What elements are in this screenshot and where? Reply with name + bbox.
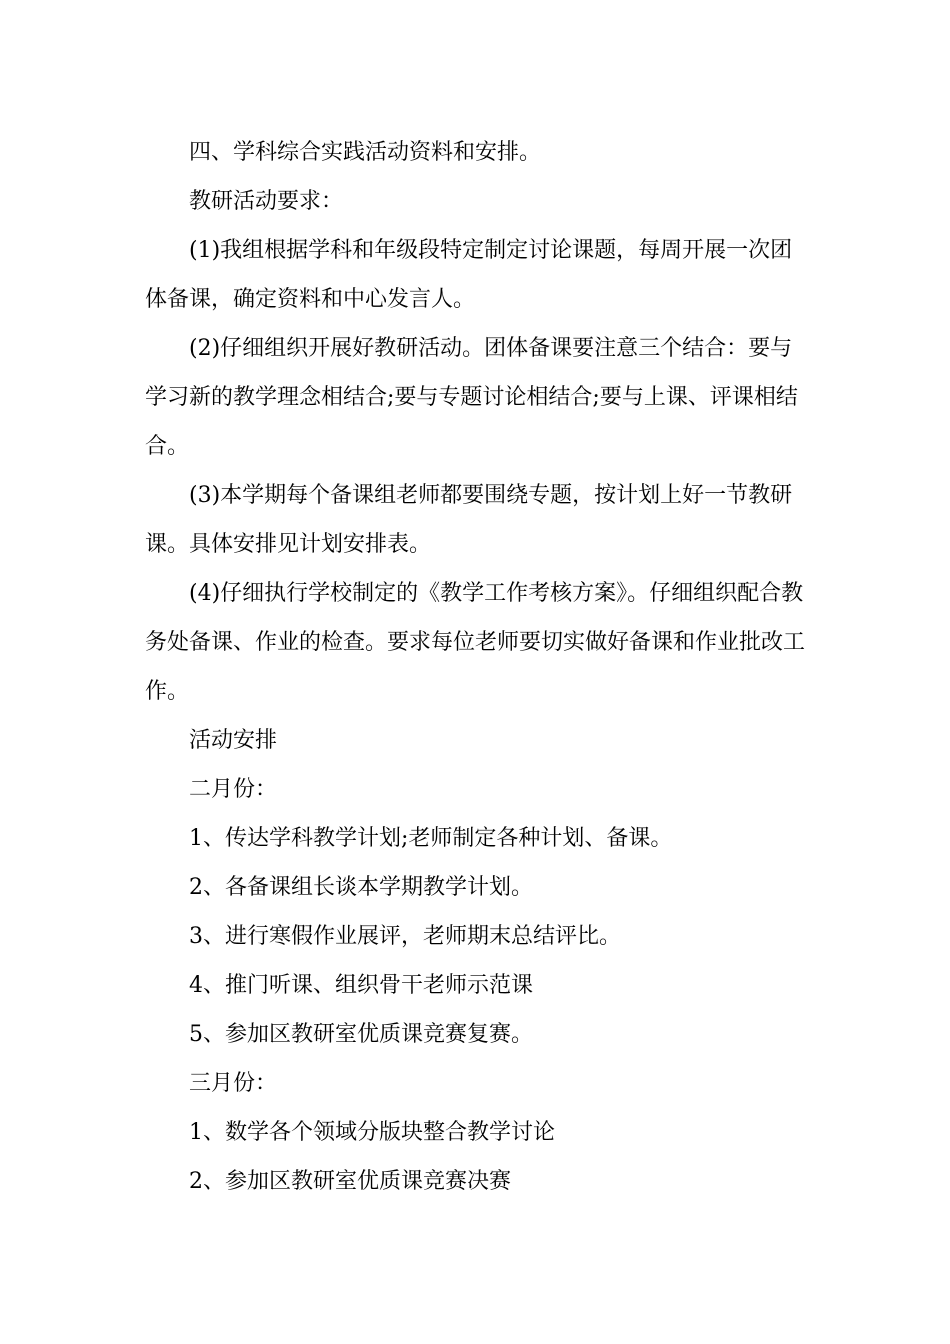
requirement-3: (3)本学期每个备课组老师都要围绕专题，按计划上好一节教研课。具体安排见计划安排表。 bbox=[145, 483, 793, 557]
subheading-schedule: 活动安排 bbox=[189, 728, 278, 753]
list-item: 1、传达学科教学计划;老师制定各种计划、备课。 bbox=[189, 826, 673, 851]
list-item: 1、数学各个领域分版块整合教学讨论 bbox=[189, 1120, 555, 1145]
subheading-requirements: 教研活动要求： bbox=[189, 189, 344, 214]
document-body bbox=[145, 128, 810, 1206]
requirement-2: (2)仔细组织开展好教研活动。团体备课要注意三个结合：要与学习新的教学理念相结合;要与专题讨论相结合;要与上课、评课相结合。 bbox=[145, 336, 798, 459]
requirement-1: (1)我组根据学科和年级段特定制定讨论课题，每周开展一次团体备课，确定资料和中心发言人。 bbox=[145, 238, 793, 312]
month-heading-february: 二月份： bbox=[189, 777, 278, 802]
month-heading-march: 三月份： bbox=[189, 1071, 278, 1096]
list-item: 4、推门听课、组织骨干老师示范课 bbox=[189, 973, 533, 998]
list-item: 5、参加区教研室优质课竞赛复赛。 bbox=[189, 1022, 533, 1047]
list-item: 3、进行寒假作业展评，老师期末总结评比。 bbox=[189, 924, 621, 949]
section-heading: 四、学科综合实践活动资料和安排。 bbox=[189, 140, 542, 165]
list-item: 2、参加区教研室优质课竞赛决赛 bbox=[189, 1169, 511, 1194]
list-item: 2、各备课组长谈本学期教学计划。 bbox=[189, 875, 533, 900]
requirement-4: (4)仔细执行学校制定的《教学工作考核方案》。仔细组织配合教务处备课、作业的检查。要求每位老师要切实做好备课和作业批改工作。 bbox=[145, 581, 806, 704]
